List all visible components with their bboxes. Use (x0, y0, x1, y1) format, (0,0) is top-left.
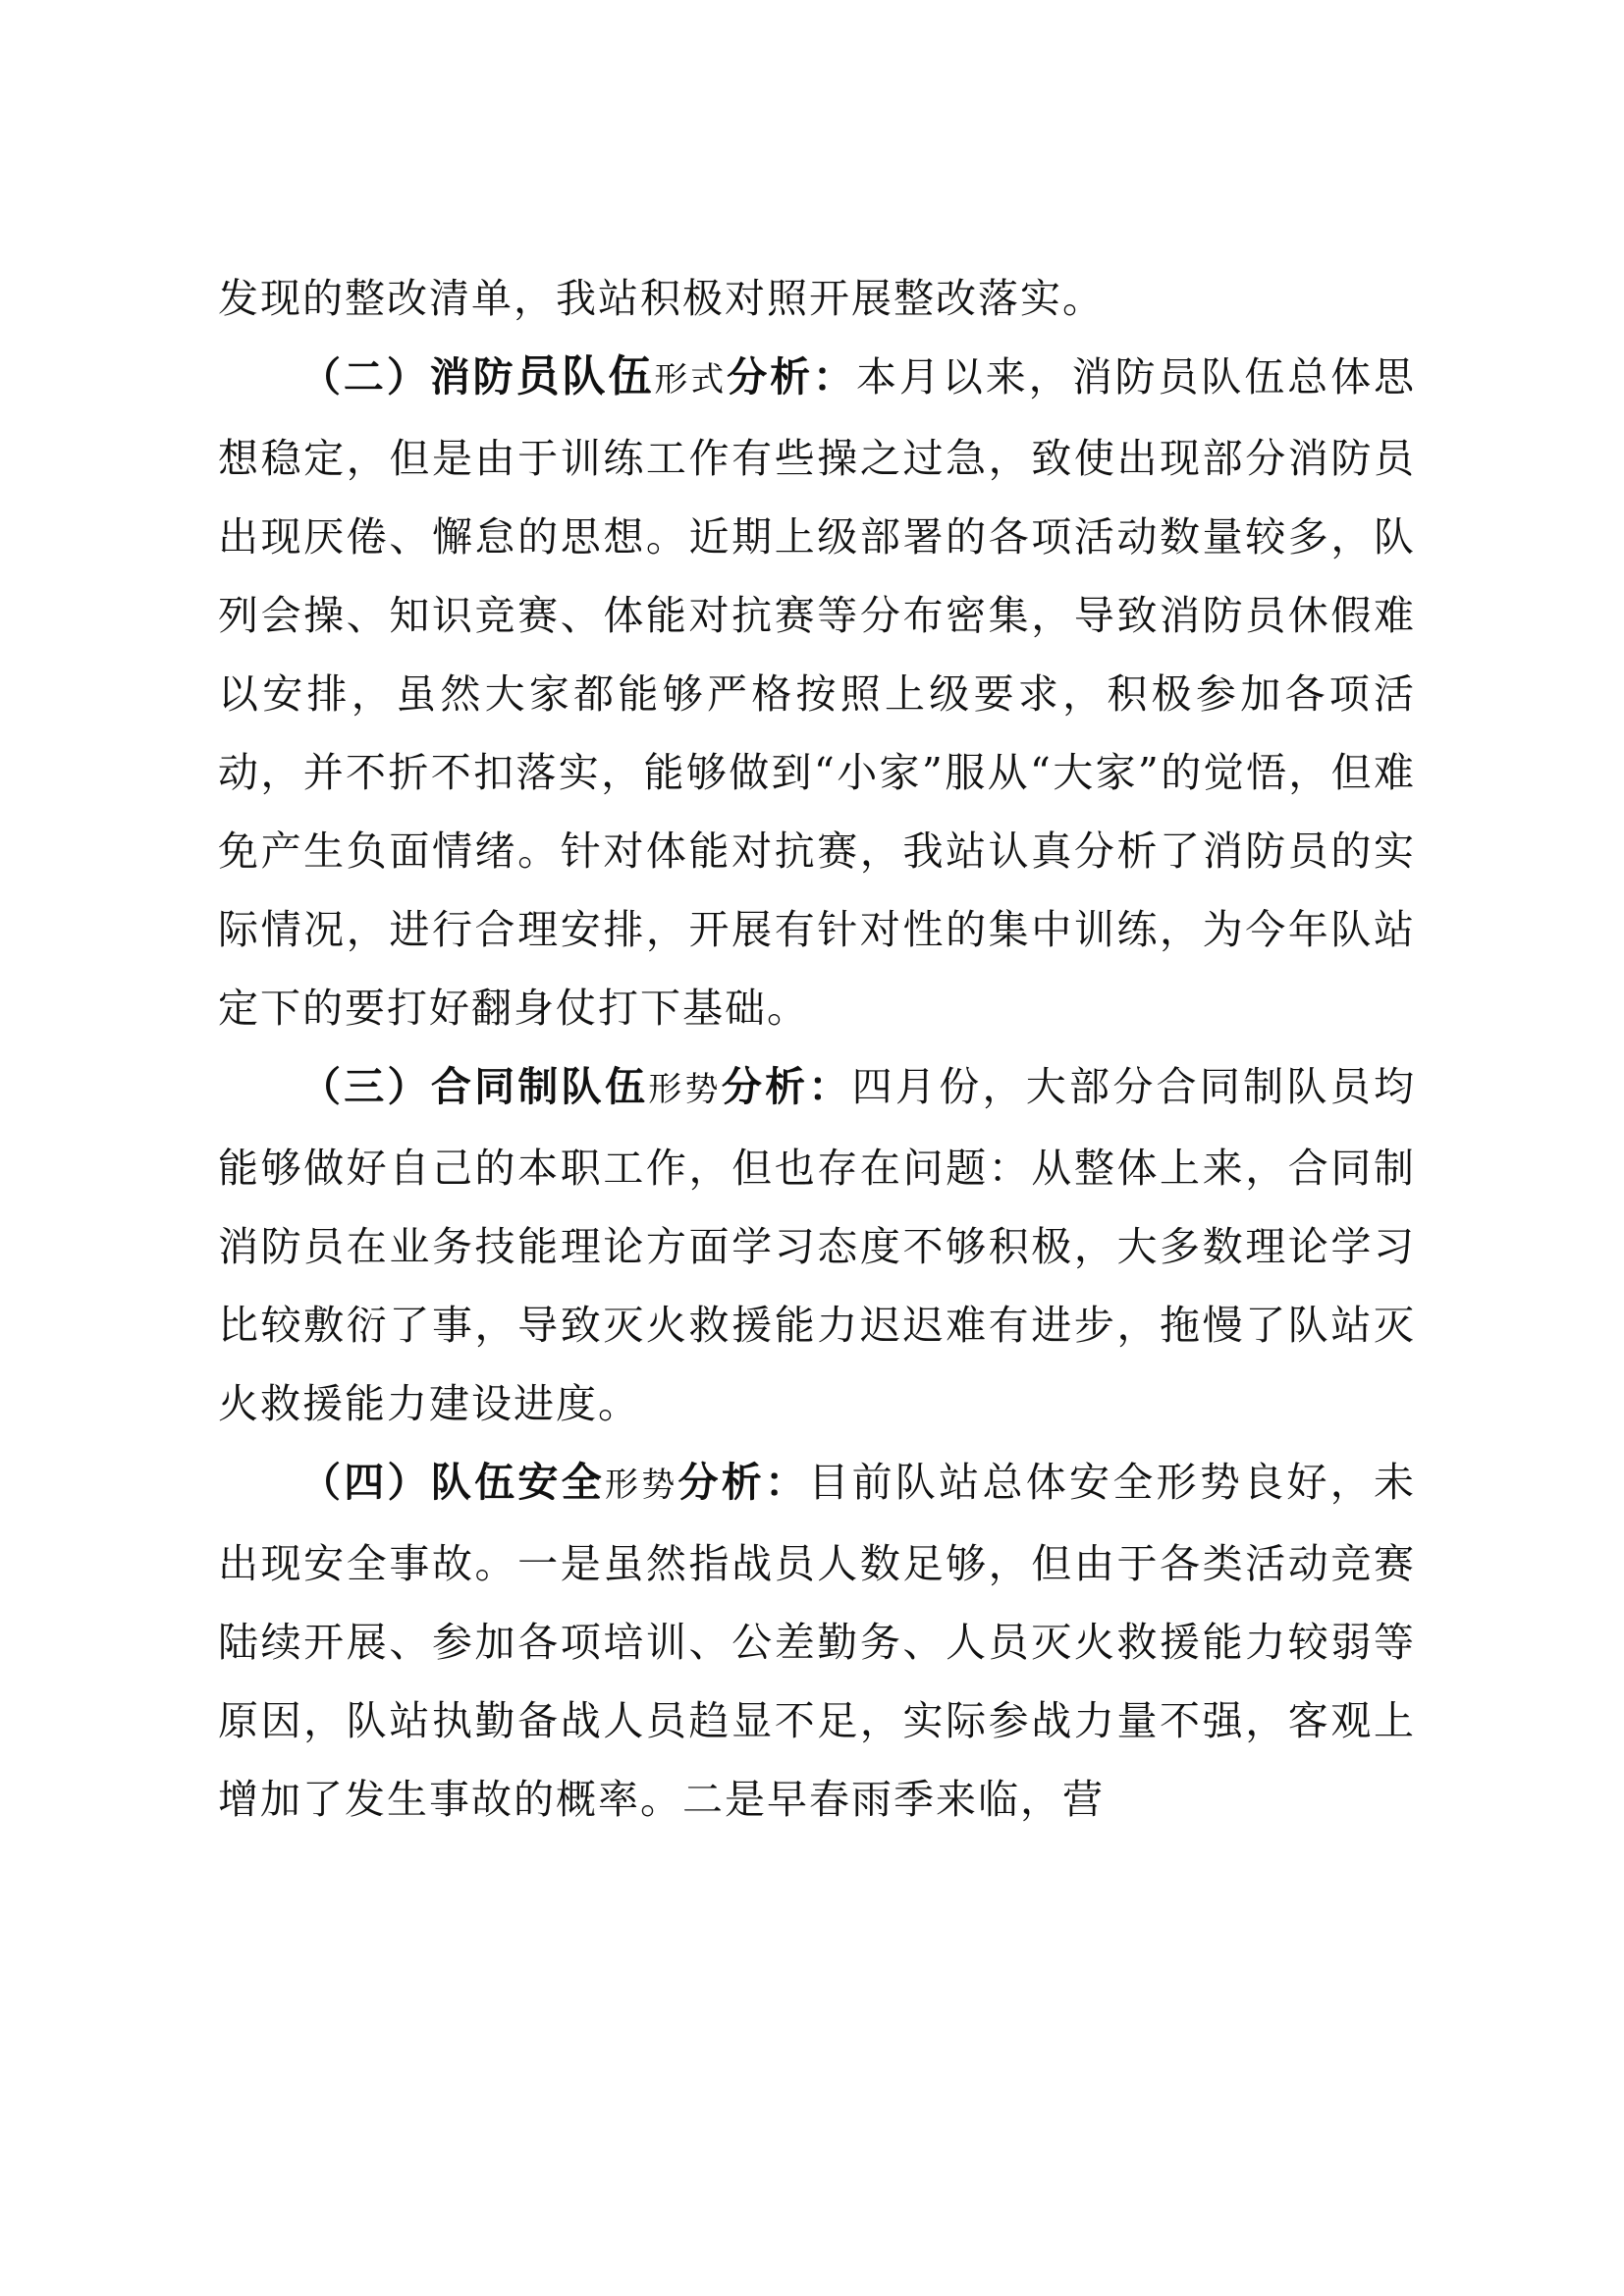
paragraph-contract-team-analysis (218, 1047, 1416, 1443)
heading-small: 形势 (648, 1070, 722, 1109)
paragraph-continuation (218, 259, 1416, 338)
document-body (218, 259, 1416, 1839)
heading-end: 分析： (677, 1459, 809, 1506)
heading-prefix: （二）消防 (300, 353, 516, 400)
heading-end: 分析： (727, 353, 856, 400)
paragraph-text: 本月以来，消防员队伍总体思想稳定，但是由于训练工作有些操之过急，致使出现部分消防员出现厌倦、懈怠的思想。近期上级部署的各项活动数量较多，队列会操、知识竞赛、体能对抗赛等分布密集，导致消防员休假难以安排，虽然大家都能够严格按照上级要求，积极参加各项活动，并不折不扣落实，能够做到“小家”服从“大家”的觉悟，但难免产生负面情绪。针对体能对抗赛，我站认真分析了消防员的实际情况，进行合理安排，开展有针对性的集中训练，为今年队站定下的要打好翻身仗打下基础。 (218, 353, 1417, 1032)
section-heading-3 (300, 1063, 852, 1110)
heading-end: 分析： (721, 1063, 852, 1110)
section-heading-2 (300, 353, 856, 400)
heading-small: 形势 (604, 1466, 678, 1505)
paragraph-text: 发现的整改清单，我站积极对照开展整改落实。 (218, 275, 1105, 322)
paragraph-firefighter-team-analysis (218, 338, 1416, 1047)
heading-mid: 员队伍 (515, 351, 655, 401)
paragraph-safety-analysis (218, 1443, 1416, 1839)
paragraph-text: 四月份，大部分合同制队员均能够做好自己的本职工作，但也存在问题：从整体上来，合同制消防员在业务技能理论方面学习态度不够积极，大多数理论学习比较敷衍了事，导致灭火救援能力迟迟难有进步，拖慢了队站灭火救援能力建设进度。 (218, 1063, 1417, 1427)
heading-prefix: （三）合同制队伍 (300, 1063, 649, 1110)
paragraph-text: 目前队站总体安全形势良好，未出现安全事故。一是虽然指战员人数足够，但由于各类活动竞赛陆续开展、参加各项培训、公差勤务、人员灭火救援能力较弱等原因，队站执勤备战人员趋显不足，实际参战力量不强，客观上增加了发生事故的概率。二是早春雨季来临，营 (218, 1459, 1417, 1823)
section-heading-4 (300, 1459, 808, 1506)
heading-small: 形式 (654, 360, 728, 400)
heading-prefix: （四）队伍安全 (300, 1459, 605, 1506)
